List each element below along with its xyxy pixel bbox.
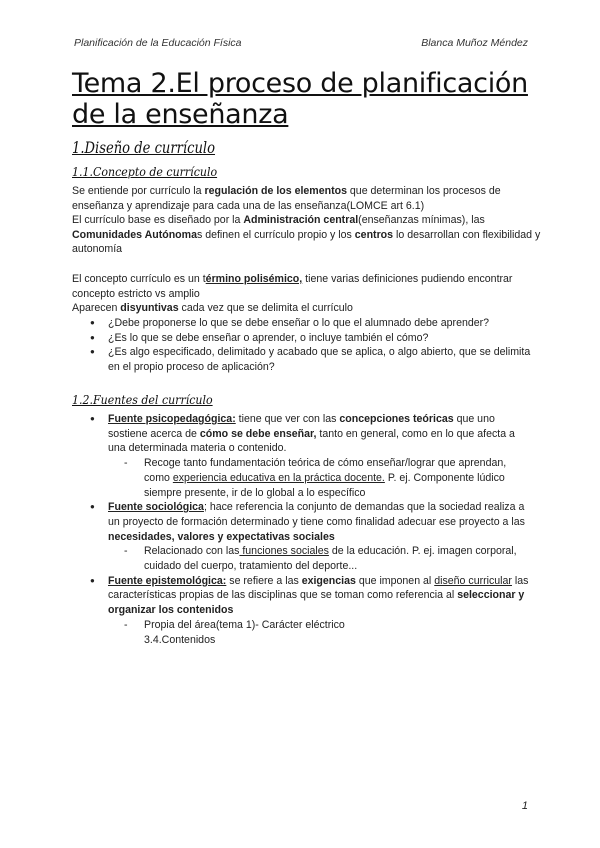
header-left: Planificación de la Educación Física (74, 37, 242, 49)
fuentes-list (72, 412, 532, 647)
paragraph-definition: Se entiende por currículo la regulación de los elementos que determinan los procesos de enseñanza y aprendizaje para cada una de las enseñanza(LOMCE art 6.1) (72, 185, 501, 212)
list-item-psicopedagogica: ● Fuente psicopedagógica: tiene que ver con las concepciones teóricas que uno sostiene acerca de cómo se debe enseñar, tanto en general, como en lo que afecta a una determinada materia o contenido. (72, 412, 532, 456)
subsection-heading-fuentes: 1.2.Fuentes del currículo (72, 392, 213, 407)
list-item-epistemologica: ● Fuente epistemológica: se refiere a las exigencias que imponen al diseño curricular las características propias de las disciplinas que se toman como referencia al seleccionar y organizar los contenidos (72, 574, 532, 618)
paragraph-polisemico: El concepto currículo es un término polisémico, tiene varias definiciones pudiendo encontrar concepto estricto vs amplio (72, 273, 513, 300)
section-heading: 1.Diseño de currículo (72, 138, 216, 157)
question-list (72, 316, 532, 375)
header-right: Blanca Muñoz Méndez (421, 37, 528, 49)
sub-item-sociologica: - Relacionado con las funciones sociales de la educación. P. ej. imagen corporal, cuidado del cuerpo, tratamiento del deporte... (124, 545, 517, 573)
page-number: 1 (521, 800, 528, 812)
list-item: ● ¿Es lo que se debe enseñar o aprender, o incluye también el cómo? (72, 331, 532, 346)
list-item: ● ¿Es algo especificado, delimitado y acabado que se aplica, o algo abierto, que se delimita en el propio proceso de aplicación? (72, 345, 532, 374)
page-title: Tema 2.El proceso de planificación de la enseñanza (72, 68, 528, 130)
paragraph-curriculum-base: El currículo base es diseñado por la Administración central(enseñanzas mínimas), las Comunidades Autónomas definen el currículo propio y los centros lo desarrollan con flexibilidad y autonomía (72, 214, 541, 256)
subsection-heading-concepto: 1.1.Concepto de currículo (72, 164, 218, 179)
sub-item-epistemologica: - Propia del área(tema 1)- Carácter eléctrico 3.4.Contenidos (124, 618, 345, 646)
list-item-sociologica: ● Fuente sociológica; hace referencia la conjunto de demandas que la sociedad realiza a un proyecto de formación determinado y tiene como finalidad adecuar ese proyecto a las necesidades, valores y expectativas sociales (72, 500, 532, 544)
paragraph-disyuntivas: Aparecen disyuntivas cada vez que se delimita el currículo (72, 302, 353, 314)
list-item: ● ¿Debe proponerse lo que se debe enseñar o lo que el alumnado debe aprender? (72, 316, 532, 331)
sub-item-psicopedagogica: - Recoge tanto fundamentación teórica de cómo enseñar/lograr que aprendan, como experiencia educativa en la práctica docente. P. ej. Componente lúdico siempre presente, ir de lo global a lo específico (124, 457, 507, 499)
